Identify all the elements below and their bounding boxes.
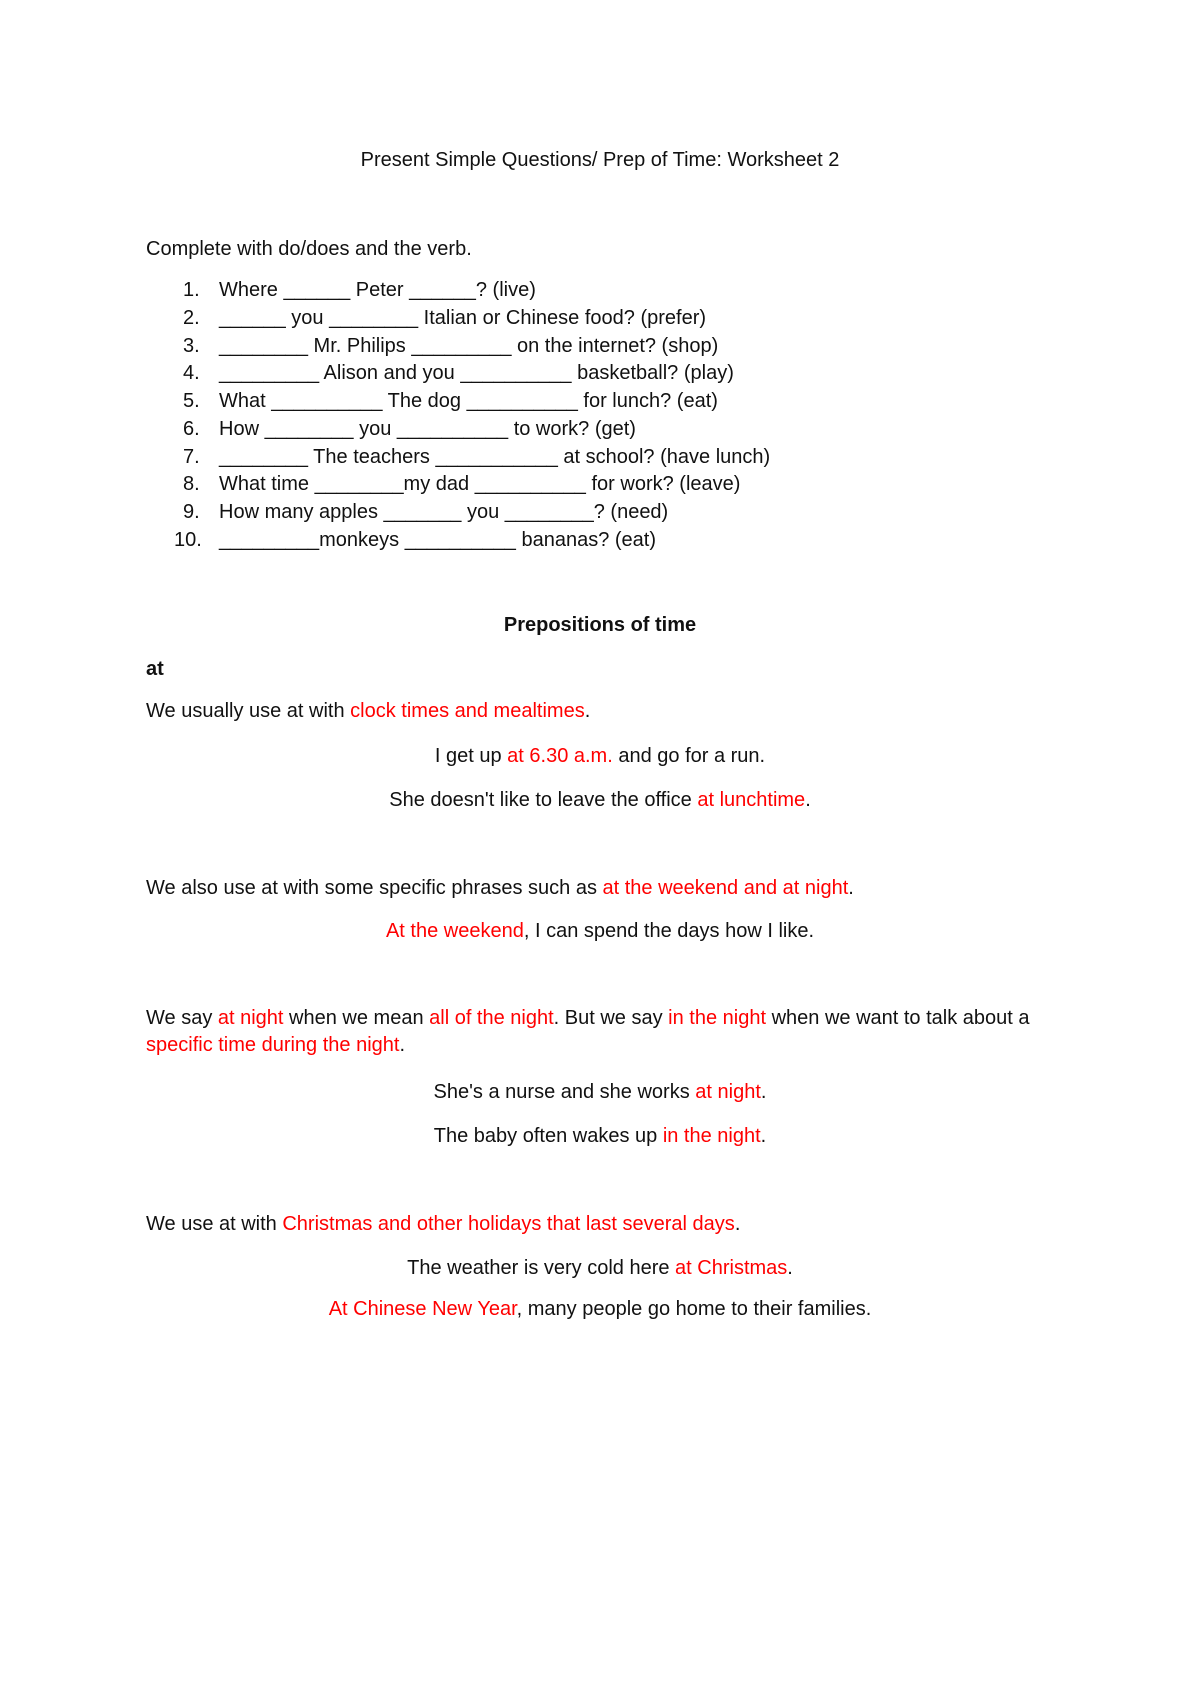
item-text: Where ______ Peter ______? (live) — [219, 279, 536, 301]
text-run: . — [760, 1125, 767, 1147]
text-run: . — [787, 1257, 793, 1279]
rule-explanation — [146, 877, 854, 899]
text-run: . — [805, 789, 811, 811]
example-sentence — [146, 745, 1054, 767]
item-number: 8. — [183, 473, 200, 495]
text-run: She's a nurse and she works — [433, 1081, 696, 1103]
rule-explanation — [146, 1213, 740, 1235]
highlighted-text: all of the night — [429, 1007, 554, 1029]
item-text: What time ________my dad __________ for work? (leave) — [219, 473, 741, 495]
rule-explanation — [146, 700, 590, 722]
text-run: . — [399, 1034, 406, 1056]
example-sentence — [146, 1257, 1054, 1279]
text-run: . — [734, 1213, 741, 1235]
item-text: What __________ The dog __________ for lunch? (eat) — [219, 390, 718, 412]
item-number: 1. — [183, 279, 200, 301]
item-number: 5. — [183, 390, 200, 412]
item-text: How ________ you __________ to work? (get) — [219, 418, 636, 440]
text-run: The weather is very cold here — [407, 1257, 676, 1279]
item-text: ______ you ________ Italian or Chinese food? (prefer) — [219, 307, 707, 329]
item-text: ________ The teachers ___________ at school? (have lunch) — [219, 446, 771, 468]
text-run: , many people go home to their families. — [516, 1298, 872, 1320]
item-number: 6. — [183, 418, 200, 440]
highlighted-text: clock times and mealtimes — [350, 700, 585, 722]
text-run: I get up — [434, 745, 508, 767]
text-run: We use at with — [146, 1213, 283, 1235]
highlighted-text: specific time during the night — [146, 1034, 400, 1056]
text-run: . — [760, 1081, 767, 1103]
text-run: . But we say — [553, 1007, 669, 1029]
example-sentence — [146, 789, 1054, 811]
text-run: The baby often wakes up — [433, 1125, 663, 1147]
text-run: and go for a run. — [612, 745, 766, 767]
item-number: 4. — [183, 362, 200, 384]
subheading-at: at — [146, 658, 164, 680]
section-heading: Prepositions of time — [503, 614, 697, 636]
example-sentence — [146, 1081, 1054, 1103]
item-number: 10. — [174, 529, 202, 551]
text-run: when we want to talk about a — [766, 1007, 1030, 1029]
highlighted-text: in the night — [668, 1007, 767, 1029]
item-text: How many apples _______ you ________? (need) — [219, 501, 669, 523]
rule-explanation — [146, 1005, 1066, 1059]
example-sentence — [146, 1125, 1054, 1147]
example-sentence — [146, 1298, 1054, 1320]
item-text: ________ Mr. Philips _________ on the internet? (shop) — [219, 335, 719, 357]
text-run: when we mean — [283, 1007, 430, 1029]
highlighted-text: at night — [695, 1081, 761, 1103]
text-run: We usually use at with — [146, 700, 351, 722]
item-number: 9. — [183, 501, 200, 523]
item-number: 3. — [183, 335, 200, 357]
document-title: Present Simple Questions/ Prep of Time: Worksheet 2 — [360, 149, 840, 171]
highlighted-text: at lunchtime — [697, 789, 806, 811]
item-number: 2. — [183, 307, 200, 329]
item-text: _________monkeys __________ bananas? (eat) — [219, 529, 657, 551]
text-run: We say — [146, 1007, 218, 1029]
highlighted-text: Christmas and other holidays that last several days — [282, 1213, 735, 1235]
text-run: . — [848, 877, 854, 899]
highlighted-text: in the night — [662, 1125, 761, 1147]
item-text: _________ Alison and you __________ basketball? (play) — [219, 362, 734, 384]
item-number: 7. — [183, 446, 200, 468]
highlighted-text: at the weekend and at night — [602, 877, 849, 899]
text-run: We also use at with some specific phrases such as — [146, 877, 603, 899]
highlighted-text: At Chinese New Year — [328, 1298, 517, 1320]
text-run: She doesn't like to leave the office — [389, 789, 698, 811]
text-run: . — [584, 700, 591, 722]
highlighted-text: At the weekend — [385, 920, 524, 942]
example-sentence — [146, 920, 1054, 942]
highlighted-text: at Christmas — [675, 1257, 788, 1279]
text-run: , I can spend the days how I like. — [523, 920, 815, 942]
exercise-instruction: Complete with do/does and the verb. — [146, 238, 472, 260]
highlighted-text: at 6.30 a.m. — [507, 745, 613, 767]
highlighted-text: at night — [217, 1007, 284, 1029]
